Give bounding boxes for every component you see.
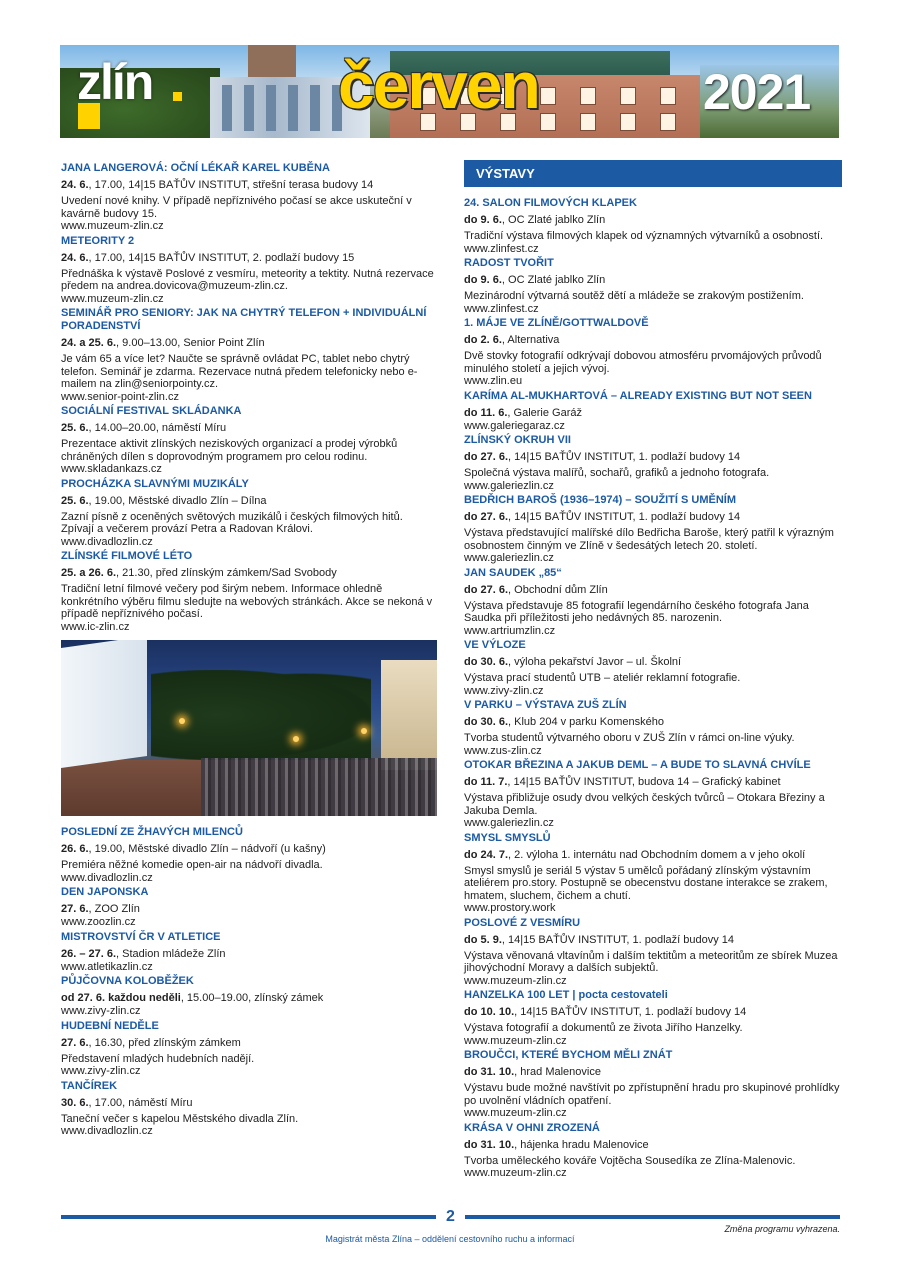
event-link[interactable]: www.muzeum-zlin.cz: [464, 1034, 567, 1047]
event-date: do 10. 10.: [464, 1006, 515, 1018]
event-date: do 30. 6.: [464, 656, 509, 668]
event-when: [61, 842, 437, 856]
event-time-place: , 14.00–20.00, náměstí Míru: [88, 422, 227, 434]
event-date: do 27. 6.: [464, 583, 509, 596]
logo-dot: [173, 92, 182, 101]
event-description: Dvě stovky fotografií odkrývají dobovou atmosféru prvomájových průvodů minulého století a jejich vývoj.: [464, 350, 822, 375]
event-link[interactable]: www.ic-zlin.cz: [61, 620, 130, 633]
event-title: SEMINÁŘ PRO SENIORY: JAK NA CHYTRÝ TELEFON + INDIVIDUÁLNÍ PORADENSTVÍ: [61, 307, 427, 332]
event-description: Tradiční letní filmové večery pod širým nebem. Informace ohledně konkrétního výběru filmu sledujte na webových stránkách. Akce se nekoná v případě nepříznivého počasí.: [61, 583, 433, 620]
event-time-place: , 14|15 BAŤŮV INSTITUT, 1. podlaží budovy 14: [501, 933, 735, 946]
photo-lamp: [361, 728, 367, 734]
event-time-place: , OC Zlaté jablko Zlín: [501, 274, 606, 286]
event-date: 24. 6.: [61, 251, 89, 264]
event-time-place: , 17.00, náměstí Míru: [88, 1096, 193, 1109]
event-title: JAN SAUDEK „85“: [464, 566, 562, 579]
event-date: do 24. 7.: [464, 848, 509, 861]
event-title: ZLÍNSKÉ FILMOVÉ LÉTO: [61, 550, 193, 562]
event-item: [61, 1080, 437, 1138]
event-date: 24. 6.: [61, 179, 89, 191]
event-when: [464, 1065, 842, 1079]
event-item: [464, 917, 842, 988]
event-when: [464, 273, 842, 287]
event-when: [464, 583, 842, 597]
event-item: [61, 162, 437, 233]
event-title: DEN JAPONSKA: [61, 886, 149, 898]
event-item: [61, 307, 437, 403]
event-time-place: , 21.30, před zlínským zámkem/Sad Svobody: [116, 567, 337, 579]
event-link[interactable]: www.skladankazs.cz: [61, 463, 162, 475]
event-when: [464, 848, 842, 862]
event-title: POSLOVÉ Z VESMÍRU: [464, 916, 581, 929]
event-time-place: , 14|15 BAŤŮV INSTITUT, 1. podlaží budovy 14: [508, 511, 741, 523]
event-title: RADOST TVOŘIT: [464, 257, 554, 269]
event-item: [61, 550, 437, 633]
event-time-place: , 19.00, Městské divadlo Zlín – nádvoří (u kašny): [88, 843, 326, 855]
event-description: Taneční večer s kapelou Městského divadla Zlín.: [61, 1112, 299, 1125]
month-title: červen: [338, 48, 539, 122]
event-title: PROCHÁZKA SLAVNÝMI MUZIKÁLY: [61, 477, 249, 490]
event-when: [61, 251, 437, 265]
event-time-place: , OC Zlaté jablko Zlín: [501, 214, 606, 226]
event-description: Výstava fotografií a dokumentů ze života Jiřího Hanzelky.: [464, 1022, 743, 1034]
event-when: [61, 947, 437, 961]
event-link[interactable]: www.galeriegaraz.cz: [464, 419, 565, 432]
event-time-place: , hrad Malenovice: [514, 1066, 601, 1078]
event-item: [464, 759, 842, 830]
event-date: do 27. 6.: [464, 511, 509, 523]
photo-lamp: [293, 736, 299, 742]
event-description: Společná výstava malířů, sochařů, grafiků a jednoho fotografa.: [464, 467, 770, 479]
event-description: Prezentace aktivit zlínských neziskových organizací a prodej výrobků chráněných dílen s doprovodným programem pro celou rodinu.: [61, 438, 398, 463]
event-time-place: , hájenka hradu Malenovice: [514, 1138, 649, 1151]
year-title: 2021: [703, 64, 811, 120]
event-date: do 2. 6.: [464, 334, 502, 346]
event-title: HUDEBNÍ NEDĚLE: [61, 1019, 159, 1032]
event-when: [464, 333, 842, 347]
event-link[interactable]: www.artriumzlin.cz: [464, 624, 556, 637]
event-description: Tvorba uměleckého kováře Vojtěcha Sousedíka ze Zlína-Malenovic.: [464, 1154, 796, 1167]
event-title: BROUČCI, KTERÉ BYCHOM MĚLI ZNÁT: [464, 1049, 673, 1061]
event-time-place: , Obchodní dům Zlín: [508, 583, 608, 596]
event-title: JANA LANGEROVÁ: OČNÍ LÉKAŘ KAREL KUBĚNA: [61, 162, 330, 174]
event-item: [464, 1122, 842, 1180]
event-title: POSLEDNÍ ZE ŽHAVÝCH MILENCŮ: [61, 826, 243, 838]
event-date: 26. 6.: [61, 843, 89, 855]
footer-rule-left: [61, 1215, 436, 1219]
event-date: do 9. 6.: [464, 214, 502, 226]
event-item: [464, 567, 842, 638]
event-when: [464, 1005, 842, 1019]
event-time-place: , Galerie Garáž: [507, 406, 583, 419]
event-date: do 5. 9.: [464, 933, 502, 946]
event-date: 25. 6.: [61, 422, 89, 434]
event-time-place: , 17.00, 14|15 BAŤŮV INSTITUT, 2. podlaží budovy 15: [88, 251, 355, 264]
event-title: ZLÍNSKÝ OKRUH VII: [464, 434, 571, 446]
photo-cinema-screen: [61, 640, 147, 768]
event-link[interactable]: www.zivy-zlin.cz: [464, 684, 544, 697]
event-title: PŮJČOVNA KOLOBĚŽEK: [61, 975, 194, 987]
event-link[interactable]: www.galeriezlin.cz: [464, 817, 554, 829]
event-title: 1. MÁJE VE ZLÍNĚ/GOTTWALDOVĚ: [464, 317, 649, 329]
photo-building: [381, 660, 437, 770]
event-when: [464, 1138, 842, 1152]
event-title: SOCIÁLNÍ FESTIVAL SKLÁDANKA: [61, 405, 242, 417]
event-link[interactable]: www.zivy-zlin.cz: [61, 1065, 141, 1077]
section-header-exhibitions: VÝSTAVY: [464, 160, 842, 187]
event-when: [61, 566, 437, 580]
event-title: KRÁSA V OHNI ZROZENÁ: [464, 1121, 600, 1134]
event-description: Výstavu bude možné navštívit po zpřístupnění hradu pro skupinové prohlídky po uvolnění vládních opatření.: [464, 1082, 840, 1107]
event-link[interactable]: www.zlinfest.cz: [464, 242, 539, 255]
event-item: [464, 989, 842, 1047]
photo-audience: [201, 758, 437, 816]
event-link[interactable]: www.muzeum-zlin.cz: [464, 974, 567, 987]
event-title: MISTROVSTVÍ ČR V ATLETICE: [61, 930, 221, 943]
event-when: [61, 1096, 437, 1110]
event-link[interactable]: www.zlin.eu: [464, 375, 523, 387]
event-link[interactable]: www.zivy-zlin.cz: [61, 1005, 141, 1017]
event-description: Tvorba studentů výtvarného oboru v ZUŠ Zlín v rámci on-line výuky.: [464, 732, 795, 744]
event-item: [464, 832, 842, 915]
event-when: [464, 655, 842, 669]
event-link[interactable]: www.muzeum-zlin.cz: [61, 292, 164, 305]
event-time-place: , Stadion mládeže Zlín: [116, 947, 226, 960]
event-item: [61, 405, 437, 476]
left-event-list-2: [61, 826, 437, 1138]
event-link[interactable]: www.zus-zlin.cz: [464, 744, 542, 757]
event-time-place: , 16.30, před zlínským zámkem: [88, 1036, 241, 1049]
event-time-place: , výloha pekařství Javor – ul. Školní: [508, 656, 682, 668]
event-item: [464, 257, 842, 315]
event-item: [464, 699, 842, 757]
event-link[interactable]: www.zoozlin.cz: [61, 916, 136, 928]
event-time-place: , Klub 204 v parku Komenského: [508, 716, 664, 728]
event-when: [464, 775, 842, 789]
event-description: Premiéra něžné komedie open-air na nádvoří divadla.: [61, 859, 323, 871]
event-when: [61, 991, 437, 1005]
event-photo: [61, 640, 437, 816]
event-link[interactable]: www.muzeum-zlin.cz: [61, 220, 164, 232]
event-title: V PARKU – VÝSTAVA ZUŠ ZLÍN: [464, 699, 627, 711]
event-date: 24. a 25. 6.: [61, 337, 117, 349]
event-link[interactable]: www.zlinfest.cz: [464, 302, 539, 315]
left-column: [61, 160, 437, 1139]
event-date: 26. – 27. 6.: [61, 947, 117, 960]
event-description: Představení mladých hudebních nadějí.: [61, 1052, 255, 1065]
event-time-place: , ZOO Zlín: [88, 903, 140, 915]
event-title: KARÍMA AL-MUKHARTOVÁ – ALREADY EXISTING BUT NOT SEEN: [464, 389, 812, 402]
photo-lamp: [179, 718, 185, 724]
event-item: [61, 235, 437, 306]
event-title: 24. SALON FILMOVÝCH KLAPEK: [464, 197, 637, 209]
event-date: do 31. 10.: [464, 1066, 515, 1078]
page-number: 2: [446, 1208, 455, 1225]
event-when: [464, 450, 842, 464]
event-item: [61, 1020, 437, 1078]
event-when: [61, 178, 437, 192]
event-time-place: , 2. výloha 1. internátu nad Obchodním domem a v jeho okolí: [508, 848, 806, 861]
event-link[interactable]: www.divadlozlin.cz: [61, 535, 153, 548]
event-item: [61, 826, 437, 884]
event-time-place: , 19.00, Městské divadlo Zlín – Dílna: [88, 494, 267, 507]
event-time-place: , 14|15 BAŤŮV INSTITUT, budova 14 – Grafický kabinet: [507, 776, 781, 788]
event-title: TANČÍREK: [61, 1079, 118, 1092]
event-description: Zazní písně z oceněných světových muzikálů i českých filmových hitů. Zpívají a večerem provází Petra a Radovan Královi.: [61, 510, 403, 535]
event-date: do 11. 6.: [464, 406, 508, 419]
left-event-list: [61, 162, 437, 633]
event-description: Smysl smyslů je seriál 5 výstav 5 umělců pořádaný zlínským výstavním ateliérem pro.story. Postupně se obecenstvu dostane interakce se zrakem, hmatem, sluchem, čichem a chutí.: [464, 864, 828, 902]
event-description: Je vám 65 a více let? Naučte se správně ovládat PC, tablet nebo chytrý telefon. Seminář je zdarma. Rezervace nutná předem telefonicky nebo e-mailem na zlin@seniorpointy.cz.: [61, 353, 418, 390]
event-time-place: , 9.00–13.00, Senior Point Zlín: [116, 337, 265, 349]
event-when: [464, 406, 842, 420]
event-description: Mezinárodní výtvarná soutěž dětí a mládeže se zrakovým postižením.: [464, 290, 804, 302]
event-when: [61, 421, 437, 435]
event-date: 27. 6.: [61, 903, 89, 915]
city-logo: zlín: [77, 54, 153, 110]
event-when: [61, 336, 437, 350]
event-description: Výstava představující malířské dílo Bedřicha Baroše, který patřil k výrazným osobnostem činným ve Zlíně v šedesátých letech 20. století.: [464, 527, 834, 552]
exhibition-list: [464, 197, 842, 1180]
event-link[interactable]: www.galeriezlin.cz: [464, 479, 554, 492]
event-title: HANZELKA 100 LET | pocta cestovateli: [464, 989, 668, 1001]
event-link[interactable]: www.senior-point-zlin.cz: [61, 390, 179, 403]
event-time-place: , Alternativa: [501, 334, 560, 346]
event-description: Výstava věnovaná vltavínům i dalším tektitům a meteoritům ze sbírek Muzea jihovýchodní Moravy a dalších subjektů.: [464, 949, 838, 974]
event-when: [61, 494, 437, 508]
event-item: [464, 434, 842, 492]
event-item: [61, 975, 437, 1018]
event-when: [61, 902, 437, 916]
event-when: [464, 933, 842, 947]
event-description: Výstava prací studentů UTB – ateliér reklamní fotografie.: [464, 672, 741, 684]
event-title: SMYSL SMYSLŮ: [464, 831, 551, 844]
event-title: BEDŘICH BAROŠ (1936–1974) – SOUŽITÍ S UMĚNÍM: [464, 494, 737, 506]
event-date: 25. a 26. 6.: [61, 567, 117, 579]
event-date: do 9. 6.: [464, 274, 502, 286]
event-item: [61, 478, 437, 549]
event-date: 25. 6.: [61, 494, 89, 507]
event-item: [464, 1049, 842, 1120]
event-title: VE VÝLOZE: [464, 639, 526, 651]
event-description: Přednáška k výstavě Poslové z vesmíru, meteority a tektity. Nutná rezervace předem na andrea.dovicova@muzeum-zlin.cz.: [61, 267, 434, 292]
event-link[interactable]: www.muzeum-zlin.cz: [464, 1167, 567, 1179]
event-time-place: , 14|15 BAŤŮV INSTITUT, 1. podlaží budovy 14: [514, 1006, 747, 1018]
footer-note: Změna programu vyhrazena.: [724, 1224, 840, 1234]
event-time-place: , 14|15 BAŤŮV INSTITUT, 1. podlaží budovy 14: [508, 451, 741, 463]
event-date: od 27. 6. každou neděli: [61, 992, 181, 1004]
event-date: do 31. 10.: [464, 1138, 515, 1151]
event-description: Výstava představuje 85 fotografií legendárního českého fotografa Jana Saudka při příležitosti jeho nedávných 85. narozenin.: [464, 599, 809, 624]
event-description: Výstava přibližuje osudy dvou velkých českých tvůrců – Otokara Březiny a Jakuba Demla.: [464, 792, 825, 817]
event-time-place: , 17.00, 14|15 BAŤŮV INSTITUT, střešní terasa budovy 14: [88, 179, 374, 191]
event-date: 27. 6.: [61, 1036, 89, 1049]
header-banner: [60, 45, 839, 138]
footer-rule-right: [465, 1215, 840, 1219]
event-item: [464, 197, 842, 255]
event-link[interactable]: www.galeriezlin.cz: [464, 552, 554, 564]
photo-trees: [151, 670, 371, 760]
event-item: [464, 639, 842, 697]
footer-organization: Magistrát města Zlína – oddělení cestovního ruchu a informací: [325, 1234, 575, 1244]
event-item: [464, 494, 842, 565]
event-date: do 11. 7.: [464, 776, 508, 788]
event-date: 30. 6.: [61, 1096, 89, 1109]
event-when: [464, 715, 842, 729]
event-item: [464, 317, 842, 388]
event-time-place: , 15.00–19.00, zlínský zámek: [180, 992, 324, 1004]
event-when: [61, 1036, 437, 1050]
event-item: [61, 886, 437, 929]
event-link[interactable]: www.atletikazlin.cz: [61, 960, 153, 973]
event-item: [464, 390, 842, 433]
event-date: do 27. 6.: [464, 451, 509, 463]
event-link[interactable]: www.muzeum-zlin.cz: [464, 1107, 567, 1119]
right-column: [464, 160, 842, 1181]
event-title: OTOKAR BŘEZINA A JAKUB DEML – A BUDE TO SLAVNÁ CHVÍLE: [464, 759, 811, 771]
event-link[interactable]: www.divadlozlin.cz: [61, 871, 153, 884]
event-when: [464, 213, 842, 227]
event-link[interactable]: www.prostory.work: [464, 902, 556, 914]
event-description: Uvedení nové knihy. V případě nepříznivého počasí se akce uskuteční v kavárně budovy 15.: [61, 195, 412, 220]
event-item: [61, 931, 437, 974]
event-title: METEORITY 2: [61, 234, 135, 247]
event-link[interactable]: www.divadlozlin.cz: [61, 1125, 153, 1137]
event-date: do 30. 6.: [464, 716, 509, 728]
event-when: [464, 510, 842, 524]
event-description: Tradiční výstava filmových klapek od významných výtvarníků a osobností.: [464, 230, 824, 242]
